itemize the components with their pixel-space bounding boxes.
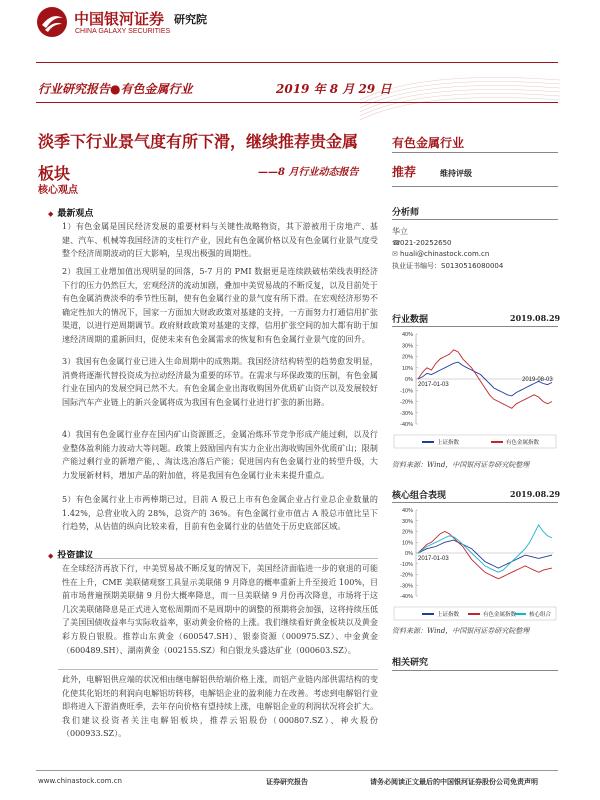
invest-advice-heading <box>48 548 93 561</box>
invest-advice-heading-text: 投资建议 <box>57 551 94 561</box>
legend-label-1: 有色金属指数 <box>506 440 540 446</box>
diamond-bullet-icon: ◆ <box>48 551 54 560</box>
paragraph-2: 2）我国工业增加值出现明显的回落，5-7 月的 PMI 数据更是连续跌破枯荣线表明经济下行的压力仍然巨大，宏观经济的流动加剧，叠加中美贸易战的不断反复，以及目前处于有色金属消费淡季的季节性压制，使有色金属行业的景气度有所下滑。在宏观经济形势不确定性加大的情况下，国家一方面加大财政政策对基建的支持，一方面努力打通信用扩张渠道，以进行逆周期调节。政府财政政策对基建的支撑，信用扩张空间的加大都有助于加速经济周期的重新回归，促使未来有色金属需求的恢复和有色金属行业景气度的回升。 <box>62 267 378 344</box>
analyst-name: 华立 <box>392 227 408 236</box>
section-divider <box>58 558 378 559</box>
diamond-bullet-icon: ◆ <box>48 209 54 218</box>
analyst-email[interactable] <box>392 250 489 258</box>
y-tick-label: -10% <box>400 561 413 568</box>
analyst-email-text[interactable]: huali@chinastock.com.cn <box>400 250 490 258</box>
sidebar-divider <box>392 219 558 220</box>
sidebar-divider <box>392 502 558 503</box>
industry-data-chart <box>392 330 558 450</box>
portfolio-heading: 核心组合表现 <box>392 491 447 501</box>
y-tick-label: -20% <box>400 572 413 579</box>
footer-disclaimer: 请务必阅读正文最后的中国银河证券股份公司免责声明 <box>370 777 538 786</box>
paragraph-4: 4）我国有色金属行业存在国内矿山资源匮乏，金属冶炼环节竞争形成产能过剩，以及行业整体盈利能力波动大等问题。政策上鼓励国内有实力企业出海收购国外优质矿山；限制产能过剩行业的新增产能，、淘汰选冶落后产能；促进国内有色金属行业的转型升级，大力发展新材料，增加产品的附加值，将是我国有色金属行业未来提升重点。 <box>62 430 378 480</box>
paragraph-1: 1）有色金属是国民经济发展的重要材料与关键性战略物资，其下游被用于房地产、基建、汽车、机械等我国经济的支柱行产业，因此有色金属价格以及有色金属行业景气度受整个经济周期波动的巨大影响，呈现出极强的周期性。 <box>62 222 378 259</box>
core-view-heading: 核心观点 <box>38 185 78 196</box>
logo-cn-text: 中国银河证券 <box>74 10 165 28</box>
phone-icon: ☎ <box>392 239 401 247</box>
sidebar-divider <box>392 326 558 327</box>
report-date: 2019 年 8 月 29 日 <box>276 82 392 96</box>
series-line-0 <box>418 540 552 568</box>
header-divider-bottom <box>36 102 558 103</box>
industry-data-heading: 行业数据 <box>392 315 429 325</box>
title-line-2: 板块 <box>38 164 71 183</box>
analyst-phone <box>392 239 452 247</box>
chart2-source: 资料来源：Wind，中国银河证券研究院整理 <box>392 627 530 635</box>
y-tick-label: 30% <box>401 518 413 525</box>
sidebar-recommend: 推荐 <box>392 165 417 179</box>
related-research-heading: 相关研究 <box>392 658 429 668</box>
footer-report-label: 证券研究报告 <box>266 777 308 786</box>
portfolio-chart <box>392 506 558 622</box>
galaxy-emblem-icon <box>36 6 68 38</box>
latest-view-heading-text: 最新观点 <box>57 209 94 219</box>
analyst-license: 执业证书编号：S0130516080004 <box>392 262 504 270</box>
footer-divider <box>36 770 558 771</box>
chart1-source: 资料来源：Wind，中国银河证券研究院整理 <box>392 461 530 469</box>
analyst-phone-text: 021-20252650 <box>400 239 452 247</box>
company-logo <box>36 4 176 40</box>
y-tick-label: -40% <box>400 422 413 428</box>
series-line-2 <box>418 525 552 572</box>
paragraph-5: 5）有色金属行业上市两棒期已过，目前 A 股已上市有色金属企业占行业总企业数量的 1.42%，总营业收入的 28%，总资产的 36%。有色金属行业市值占 A 股总市值比呈下行趋势，从估值的纵向比较来看，目前有色金属行业的估值处于历史底部区域。 <box>62 495 378 532</box>
analyst-heading: 分析师 <box>392 208 420 218</box>
y-tick-label: 0% <box>405 551 413 557</box>
y-tick-label: 40% <box>401 508 413 514</box>
industry-data-date: 2019.08.29 <box>510 313 561 323</box>
paragraph-3: 3）我国有色金属行业已进入生命周期中的成熟期。我国经济结构转型的趋势愈发明显，消费将逐渐代替投资成为拉动经济最为重要的环节。在需求与环保政策的压制，有色金属行业在国内的发展空间已然不大。有色金属企业出海收购国外优质矿山资产以及发展较好国际汽车产业链上的新兴金属将成为我国有色金属行业进行扩张的新出路。 <box>62 357 378 407</box>
legend-label-0: 上证指数 <box>437 612 460 618</box>
y-tick-label: -40% <box>400 594 413 600</box>
sidebar-divider <box>392 186 558 187</box>
institute-label: 研究院 <box>174 13 207 26</box>
y-tick-label: -10% <box>400 388 413 395</box>
report-title <box>38 126 378 190</box>
y-tick-label: 20% <box>401 354 413 361</box>
legend-label-0: 上证指数 <box>437 440 460 446</box>
footer-url[interactable]: www.chinastock.com.cn <box>38 777 122 785</box>
x-end-label: 2019-08-03 <box>522 377 553 383</box>
x-start-label: 2017-01-03 <box>418 556 449 562</box>
title-line-1: 淡季下行业景气度有所下滑，继续推荐贵金属 <box>38 132 359 151</box>
y-tick-label: 40% <box>401 332 413 338</box>
sidebar-divider <box>392 152 558 153</box>
report-subtitle: ——8 月行业动态报告 <box>258 167 359 178</box>
portfolio-date: 2019.08.29 <box>510 489 561 499</box>
logo-en-text: CHINA GALAXY SECURITIES <box>75 28 171 35</box>
sidebar-rating: 维持评级 <box>440 168 472 178</box>
legend-label-2: 核心组合 <box>529 612 552 618</box>
y-tick-label: -30% <box>400 583 413 590</box>
y-tick-label: 30% <box>401 343 413 350</box>
sidebar-divider <box>392 670 558 671</box>
latest-view-heading <box>48 206 93 219</box>
section-divider <box>58 669 378 670</box>
y-tick-label: 0% <box>405 377 413 383</box>
sidebar-industry: 有色金属行业 <box>392 136 465 150</box>
y-tick-label: -20% <box>400 399 413 406</box>
paragraph-7: 此外，电解铝供应端的状况相由继电解铝供给端价格上涨，而铝产业链内部供需结构的变化使其化铝坯的利润向电解铝坊转移，电解铝企业的盈利能力在改善。考虑到电解铝行业即将进入下游消费旺季，去年存向价格有望持续上涨，电解铝企业的利润状况将会扩大。我们建议投资者关注电解铝板块，推荐云铝股份（000807.SZ）、神火股份（000933.SZ）。 <box>62 675 378 739</box>
legend-label-1: 有色金属指数 <box>483 612 517 618</box>
report-type: 行业研究报告●有色金属行业 <box>38 82 193 96</box>
y-tick-label: 10% <box>401 365 413 372</box>
mail-icon: ✉ <box>392 250 398 258</box>
x-start-label: 2017-01-03 <box>418 382 449 388</box>
y-tick-label: 10% <box>401 540 413 547</box>
y-tick-label: -30% <box>400 410 413 417</box>
y-tick-label: 20% <box>401 529 413 536</box>
paragraph-6: 在全球经济再放下行，中美贸易战不断反复的情况下，美国经济面临进一步的衰退的可能性在上升，CME 美联储观察工具显示美联储 9 月降息的概率重新上升至接近 100%，目前市场普遍预期美联储 9 月份大概率降息，而一旦美联储 9 月份再次降息，市场将于这几次美联储降息是正式进入宽松周期而不是周期中的调整的预期将会加强，这将持续压低了美国国债收益率与实际收益率，驱动黄金价格的上涨。我们继续看好黄金板块以及黄金彩方股白银股。推荐山东黄金（600547.SH）、银泰资源（000975.SZ）、中金黄金（600489.SH）、湖南黄金（002155.SZ）和白银龙头盛达矿业（000603.SZ）。 <box>62 564 378 655</box>
